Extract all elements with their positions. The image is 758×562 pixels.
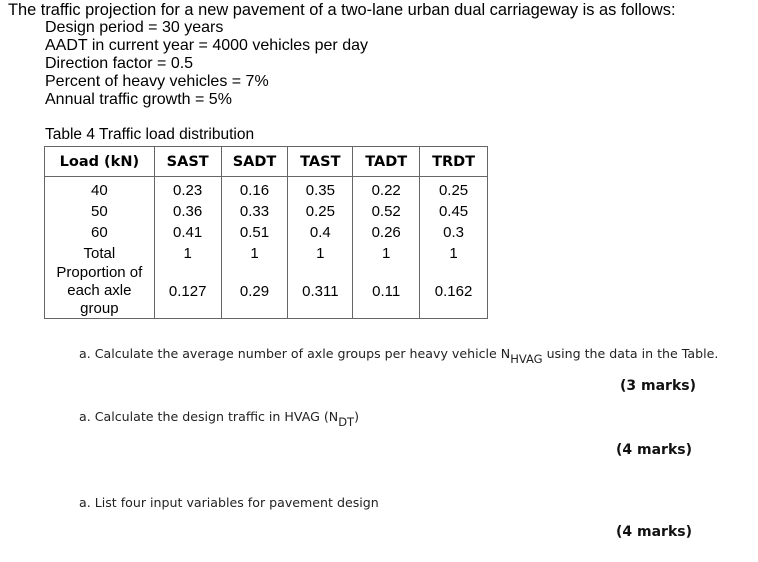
design-period: Design period = 30 years (45, 19, 224, 36)
table-cell: 0.33 (221, 201, 288, 222)
table-cell: 1 (420, 243, 488, 264)
proportion-label (45, 264, 155, 319)
table-row (45, 177, 488, 202)
table-cell: 0.52 (353, 201, 420, 222)
header-sadt: SADT (221, 147, 288, 177)
table-cell: 0.26 (353, 222, 420, 243)
marks-label: (4 marks) (616, 524, 692, 540)
table-cell: 0.22 (353, 177, 420, 202)
question-text: a. List four input variables for pavement design (79, 495, 379, 510)
table-cell: 50 (45, 201, 155, 222)
header-tadt: TADT (353, 147, 420, 177)
question-text-end: ) (354, 409, 359, 424)
question-input-variables (79, 495, 379, 510)
table-cell: 0.41 (154, 222, 221, 243)
table-row (45, 222, 488, 243)
table-row-total (45, 243, 488, 264)
traffic-growth: Annual traffic growth = 5% (45, 91, 232, 108)
problem-intro: The traffic projection for a new pavement of a two-lane urban dual carriageway is as follows: (8, 1, 676, 19)
question-average-axle-groups (79, 346, 718, 366)
table-cell: 0.127 (154, 264, 221, 319)
table-cell: 0.311 (288, 264, 353, 319)
table-cell: 0.162 (420, 264, 488, 319)
table-cell: 0.25 (420, 177, 488, 202)
traffic-load-table (44, 146, 488, 319)
heavy-vehicle-percent: Percent of heavy vehicles = 7% (45, 73, 269, 90)
header-load: Load (kN) (45, 147, 155, 177)
table-cell: 0.35 (288, 177, 353, 202)
direction-factor: Direction factor = 0.5 (45, 55, 194, 72)
table-cell: 0.25 (288, 201, 353, 222)
table-caption: Table 4 Traffic load distribution (45, 126, 255, 143)
question-text-end: using the data in the Table. (542, 346, 719, 361)
table-cell: 1 (221, 243, 288, 264)
table-cell: 0.51 (221, 222, 288, 243)
question-text: a. Calculate the design traffic in HVAG (N (79, 409, 339, 424)
question-design-traffic (79, 409, 359, 429)
table-cell: 0.45 (420, 201, 488, 222)
question-subscript: HVAG (510, 352, 543, 366)
question-text: a. Calculate the average number of axle groups per heavy vehicle N (79, 346, 511, 361)
table-row-proportion (45, 264, 488, 319)
table-cell: 0.4 (288, 222, 353, 243)
table-cell: 0.23 (154, 177, 221, 202)
marks-label: (4 marks) (616, 442, 692, 458)
table-cell: 0.16 (221, 177, 288, 202)
table-cell: 0.3 (420, 222, 488, 243)
table-cell: 40 (45, 177, 155, 202)
header-tast: TAST (288, 147, 353, 177)
table-cell: 1 (353, 243, 420, 264)
question-subscript: DT (338, 415, 355, 429)
table-header-row (45, 147, 488, 177)
table-cell: 0.29 (221, 264, 288, 319)
table-cell: Total (45, 243, 155, 264)
proportion-label-line: group (80, 300, 119, 317)
table-cell: 1 (288, 243, 353, 264)
marks-label: (3 marks) (620, 378, 696, 394)
proportion-label-line: Proportion of (56, 264, 143, 281)
table-cell: 0.11 (353, 264, 420, 319)
table-cell: 0.36 (154, 201, 221, 222)
proportion-label-line: each axle (67, 282, 132, 299)
header-sast: SAST (154, 147, 221, 177)
table-row (45, 201, 488, 222)
table-cell: 60 (45, 222, 155, 243)
table-cell: 1 (154, 243, 221, 264)
header-trdt: TRDT (420, 147, 488, 177)
aadt: AADT in current year = 4000 vehicles per day (45, 37, 368, 54)
